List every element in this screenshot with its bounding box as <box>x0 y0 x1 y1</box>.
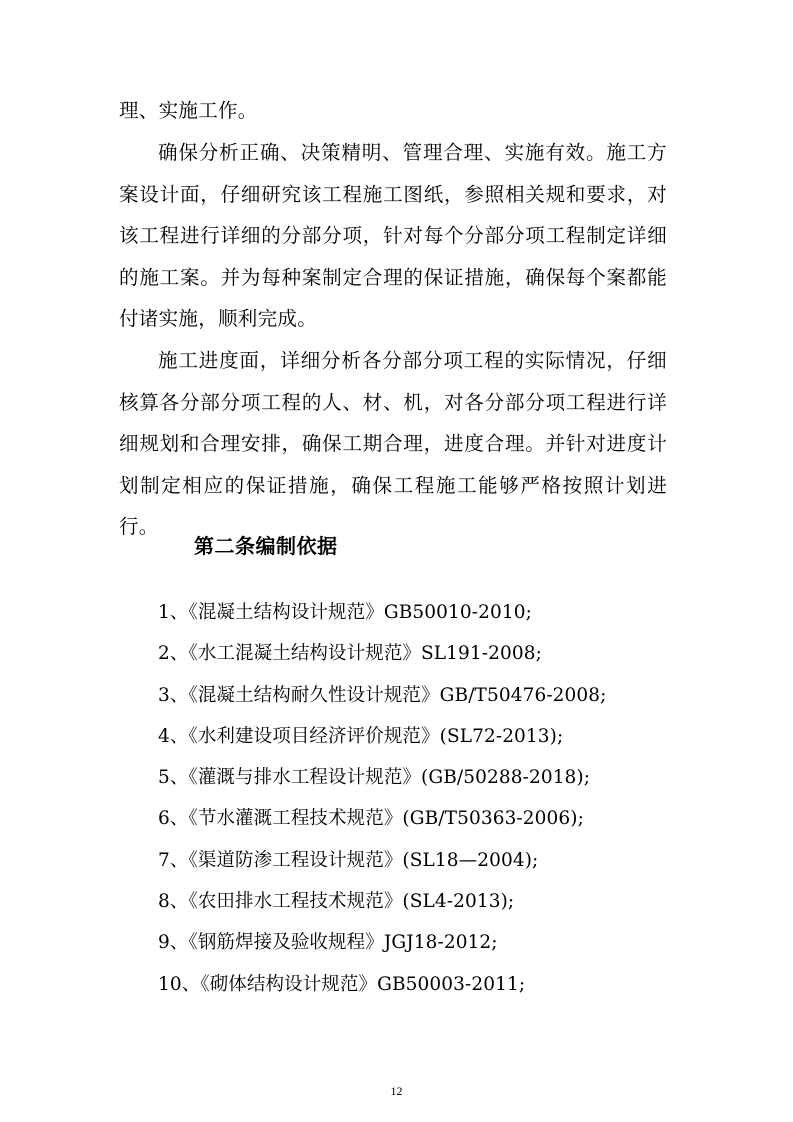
paragraph-schedule: 施工进度面，详细分析各分部分项工程的实际情况，仔细核算各分部分项工程的人、材、机，对各分部分项工程进行详细规划和合理安排，确保工期合理，进度合理。并针对进度计划制定相应的保证措施，确保工程施工能够严格按照计划进行。 <box>119 349 667 539</box>
reference-list <box>158 592 606 1005</box>
reference-item: 6、《节水灌溉工程技术规范》(GB/T50363-2006); <box>158 808 584 830</box>
section-heading: 第二条编制依据 <box>194 534 338 558</box>
page-number: 12 <box>390 1084 403 1098</box>
reference-item: 8、《农田排水工程技术规范》(SL4-2013); <box>158 891 515 913</box>
reference-item: 9、《钢筋焊接及验收规程》JGJ18-2012; <box>158 932 498 954</box>
paragraph-continuation: 理、实施工作。 <box>119 99 258 122</box>
reference-item: 10、《砌体结构设计规范》GB50003-2011; <box>158 973 526 995</box>
reference-item: 7、《渠道防渗工程设计规范》(SL18—2004); <box>158 849 539 871</box>
reference-item: 3、《混凝土结构耐久性设计规范》GB/T50476-2008; <box>158 684 607 706</box>
paragraph-analysis-decision: 确保分析正确、决策精明、管理合理、实施有效。施工方案设计面，仔细研究该工程施工图纸，参照相关规和要求，对该工程进行详细的分部分项，针对每个分部分项工程制定详细的施工案。并为每种案制定合理的保证措施，确保每个案都能付诸实施，顺利完成。 <box>119 141 667 331</box>
reference-item: 4、《水利建设项目经济评价规范》(SL72-2013); <box>158 725 564 747</box>
reference-item: 1、《混凝土结构设计规范》GB50010-2010; <box>158 602 532 623</box>
reference-item: 2、《水工混凝土结构设计规范》SL191-2008; <box>158 643 542 665</box>
reference-item: 5、《灌溉与排水工程设计规范》(GB/50288-2018); <box>158 767 591 789</box>
